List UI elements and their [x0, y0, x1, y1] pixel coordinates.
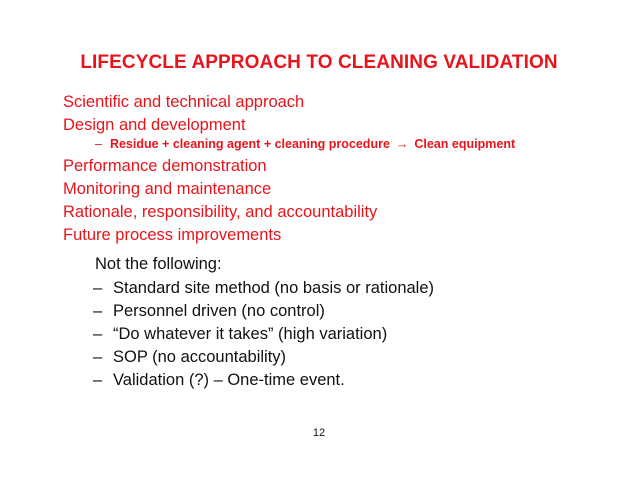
page-number: 12 [312, 427, 326, 439]
dash-bullet: – [95, 137, 102, 151]
right-arrow-icon: → [395, 137, 409, 151]
sub-item-text: Residue + cleaning agent + cleaning procedure [109, 137, 390, 151]
not-list-item [93, 302, 325, 321]
not-list-item [93, 279, 434, 298]
dash-bullet: – [93, 348, 103, 366]
red-list-item: Scientific and technical approach [63, 93, 305, 111]
dash-bullet: – [93, 279, 103, 297]
sub-item-result: Clean equipment [414, 137, 516, 151]
red-list-item: Performance demonstration [63, 157, 267, 175]
not-heading: Not the following: [95, 255, 222, 273]
dash-bullet: – [93, 371, 103, 389]
not-list-item [93, 325, 387, 344]
red-list-item: Design and development [63, 116, 246, 134]
not-list-item [93, 371, 345, 390]
red-list-item: Future process improvements [63, 226, 282, 244]
not-list-item [93, 348, 286, 367]
sub-list-item [95, 137, 515, 151]
not-item-text: Standard site method (no basis or rationale) [113, 279, 435, 297]
not-item-text: SOP (no accountability) [113, 348, 287, 366]
dash-bullet: – [93, 302, 103, 320]
red-list-item: Monitoring and maintenance [63, 180, 272, 198]
red-list-item: Rationale, responsibility, and accountability [63, 203, 378, 221]
not-item-text: Personnel driven (no control) [113, 302, 325, 320]
slide-title: LIFECYCLE APPROACH TO CLEANING VALIDATION [80, 52, 558, 73]
dash-bullet: – [93, 325, 103, 343]
not-item-text: Validation (?) – One-time event. [113, 371, 345, 389]
not-item-text: “Do whatever it takes” (high variation) [113, 325, 388, 343]
